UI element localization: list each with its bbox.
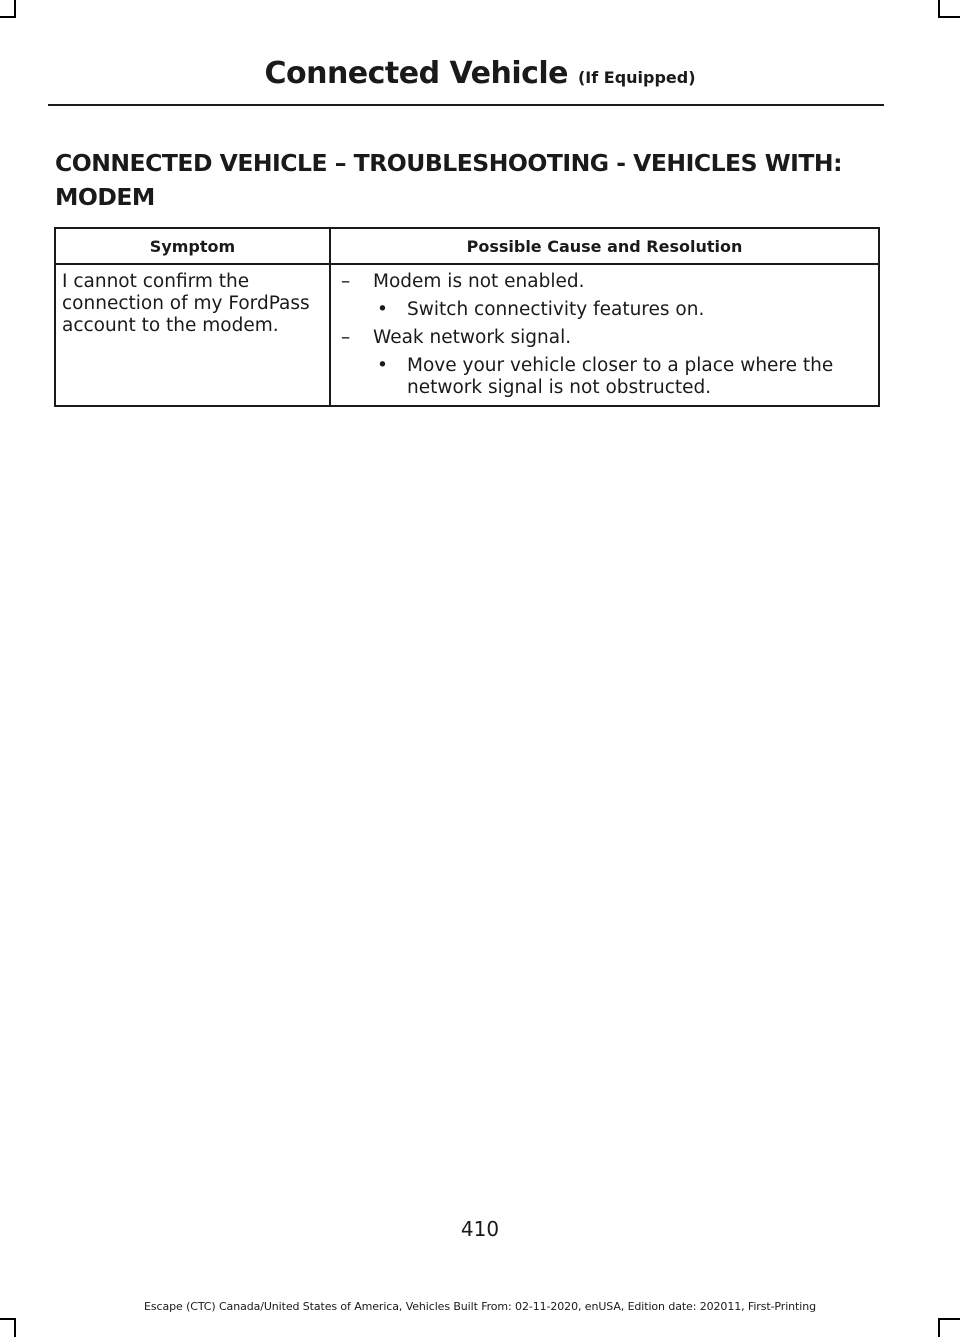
cause-item <box>337 327 872 357</box>
resolution-item <box>337 299 872 321</box>
resolution-text: Switch connectivity features on. <box>407 299 705 320</box>
crop-mark-top-left <box>0 16 16 18</box>
crop-mark-bottom-left <box>14 1318 16 1337</box>
section-heading: CONNECTED VEHICLE – TROUBLESHOOTING - VEHICLES WITH: MODEM <box>55 149 842 211</box>
symptom-cell <box>55 264 330 406</box>
column-header-symptom: Symptom <box>55 228 330 264</box>
symptom-text: I cannot confirm the connection of my FordPass account to the modem. <box>62 271 310 336</box>
header-divider <box>48 104 884 106</box>
cause-item <box>337 271 872 301</box>
cause-text: Weak network signal. <box>373 327 572 348</box>
crop-mark-bottom-left <box>0 1318 16 1320</box>
table-row <box>55 264 879 406</box>
resolution-text: Move your vehicle closer to a place where the network signal is not obstructed. <box>407 355 834 398</box>
bullet-marker: • <box>377 355 388 376</box>
cause-text: Modem is not enabled. <box>373 271 585 292</box>
crop-mark-top-right <box>938 16 960 18</box>
resolution-item <box>337 355 872 399</box>
chapter-title: Connected Vehicle <box>264 56 569 91</box>
page-header <box>0 56 960 91</box>
cause-cell <box>330 264 879 406</box>
bullet-marker: • <box>377 299 388 320</box>
column-header-cause: Possible Cause and Resolution <box>330 228 879 264</box>
dash-marker: – <box>341 271 351 292</box>
dash-marker: – <box>341 327 351 348</box>
crop-mark-bottom-right <box>938 1318 940 1337</box>
crop-mark-bottom-right <box>938 1318 960 1320</box>
table-header-row <box>55 228 879 264</box>
footer-text: Escape (CTC) Canada/United States of America, Vehicles Built From: 02-11-2020, enUSA, Edition date: 202011, First-Printing <box>144 1300 816 1313</box>
page-number: 410 <box>460 1217 500 1241</box>
chapter-subtitle: (If Equipped) <box>577 68 696 87</box>
troubleshooting-table <box>54 227 880 407</box>
